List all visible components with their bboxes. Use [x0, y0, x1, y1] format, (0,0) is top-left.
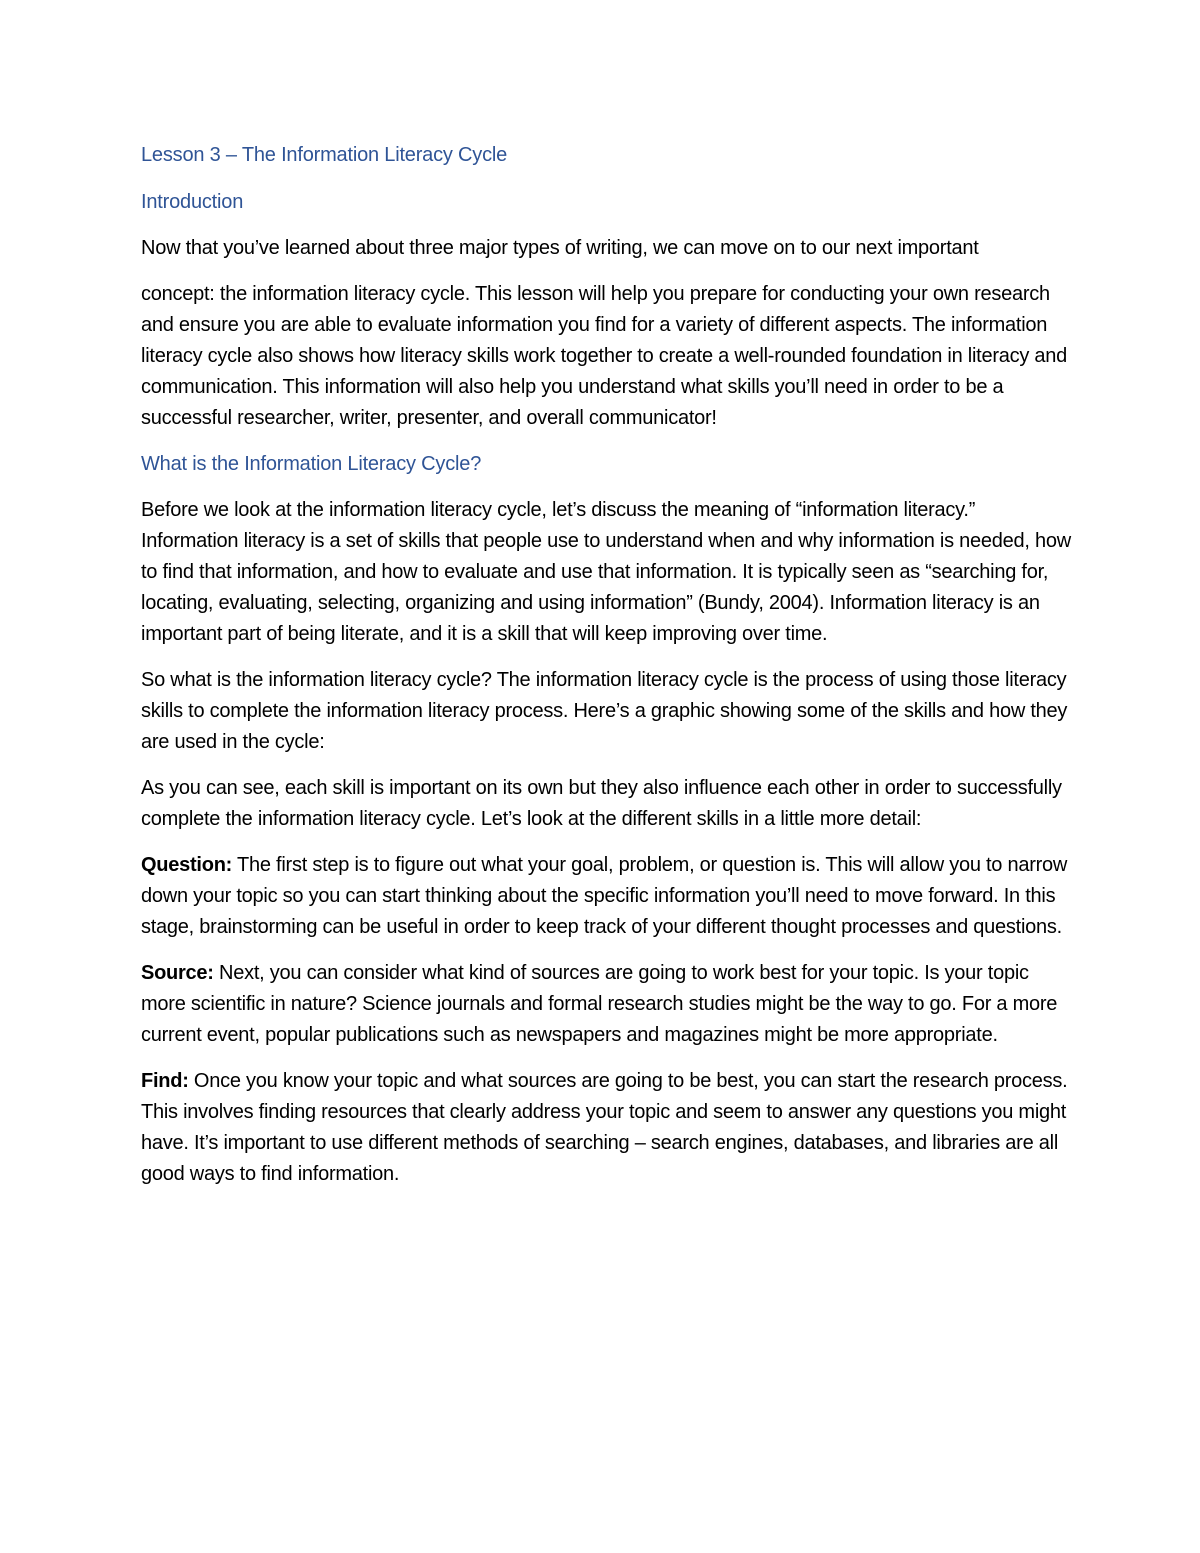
step-term: Find:	[141, 1070, 189, 1092]
step-text: Once you know your topic and what sources are going to be best, you can start the research process. This involves finding resources that clearly address your topic and seem to answer any questions you might have. It’s important to use different methods of searching – search engines, databases, and libraries are all good ways to find information.	[141, 1070, 1068, 1185]
step-question-paragraph	[141, 850, 1071, 943]
step-term: Question:	[141, 854, 233, 876]
influence-paragraph: As you can see, each skill is important on its own but they also influence each other in order to successfully complete the information literacy cycle. Let’s look at the different skills in a little more detail:	[141, 777, 1062, 830]
intro-paragraph-2: concept: the information literacy cycle. This lesson will help you prepare for conducting your own research and ensure you are able to evaluate information you find for a variety of different aspects. The information literacy cycle also shows how literacy skills work together to create a well-rounded foundation in literacy and communication. This information will also help you understand what skills you’ll need in order to be a successful researcher, writer, presenter, and overall communicator!	[141, 283, 1068, 429]
step-text: The first step is to figure out what your goal, problem, or question is. This will allow you to narrow down your topic so you can start thinking about the specific information you’ll need to move forward. In this stage, brainstorming can be useful in order to keep track of your different thought processes and questions.	[141, 854, 1068, 938]
section-heading: What is the Information Literacy Cycle?	[141, 453, 482, 475]
step-term: Source:	[141, 962, 214, 984]
step-source-paragraph	[141, 958, 1071, 1051]
document-title: Lesson 3 – The Information Literacy Cycle	[141, 144, 508, 166]
intro-paragraph-1: Now that you’ve learned about three major types of writing, we can move on to our next important	[141, 237, 979, 259]
introduction-heading: Introduction	[141, 191, 244, 213]
cycle-paragraph: So what is the information literacy cycle? The information literacy cycle is the process of using those literacy skills to complete the information literacy process. Here’s a graphic showing some of the skills and how they are used in the cycle:	[141, 669, 1068, 753]
definition-paragraph: Before we look at the information literacy cycle, let’s discuss the meaning of “information literacy.” Information literacy is a set of skills that people use to understand when and why information is needed, how to find that information, and how to evaluate and use that information. It is typically seen as “searching for, locating, evaluating, selecting, organizing and using information” (Bundy, 2004). Information literacy is an important part of being literate, and it is a skill that will keep improving over time.	[141, 499, 1071, 645]
step-text: Next, you can consider what kind of sources are going to work best for your topic. Is your topic more scientific in nature? Science journals and formal research studies might be the way to go. For a more current event, popular publications such as newspapers and magazines might be more appropriate.	[141, 962, 1058, 1046]
step-find-paragraph	[141, 1066, 1071, 1190]
document-page	[141, 140, 1071, 1205]
